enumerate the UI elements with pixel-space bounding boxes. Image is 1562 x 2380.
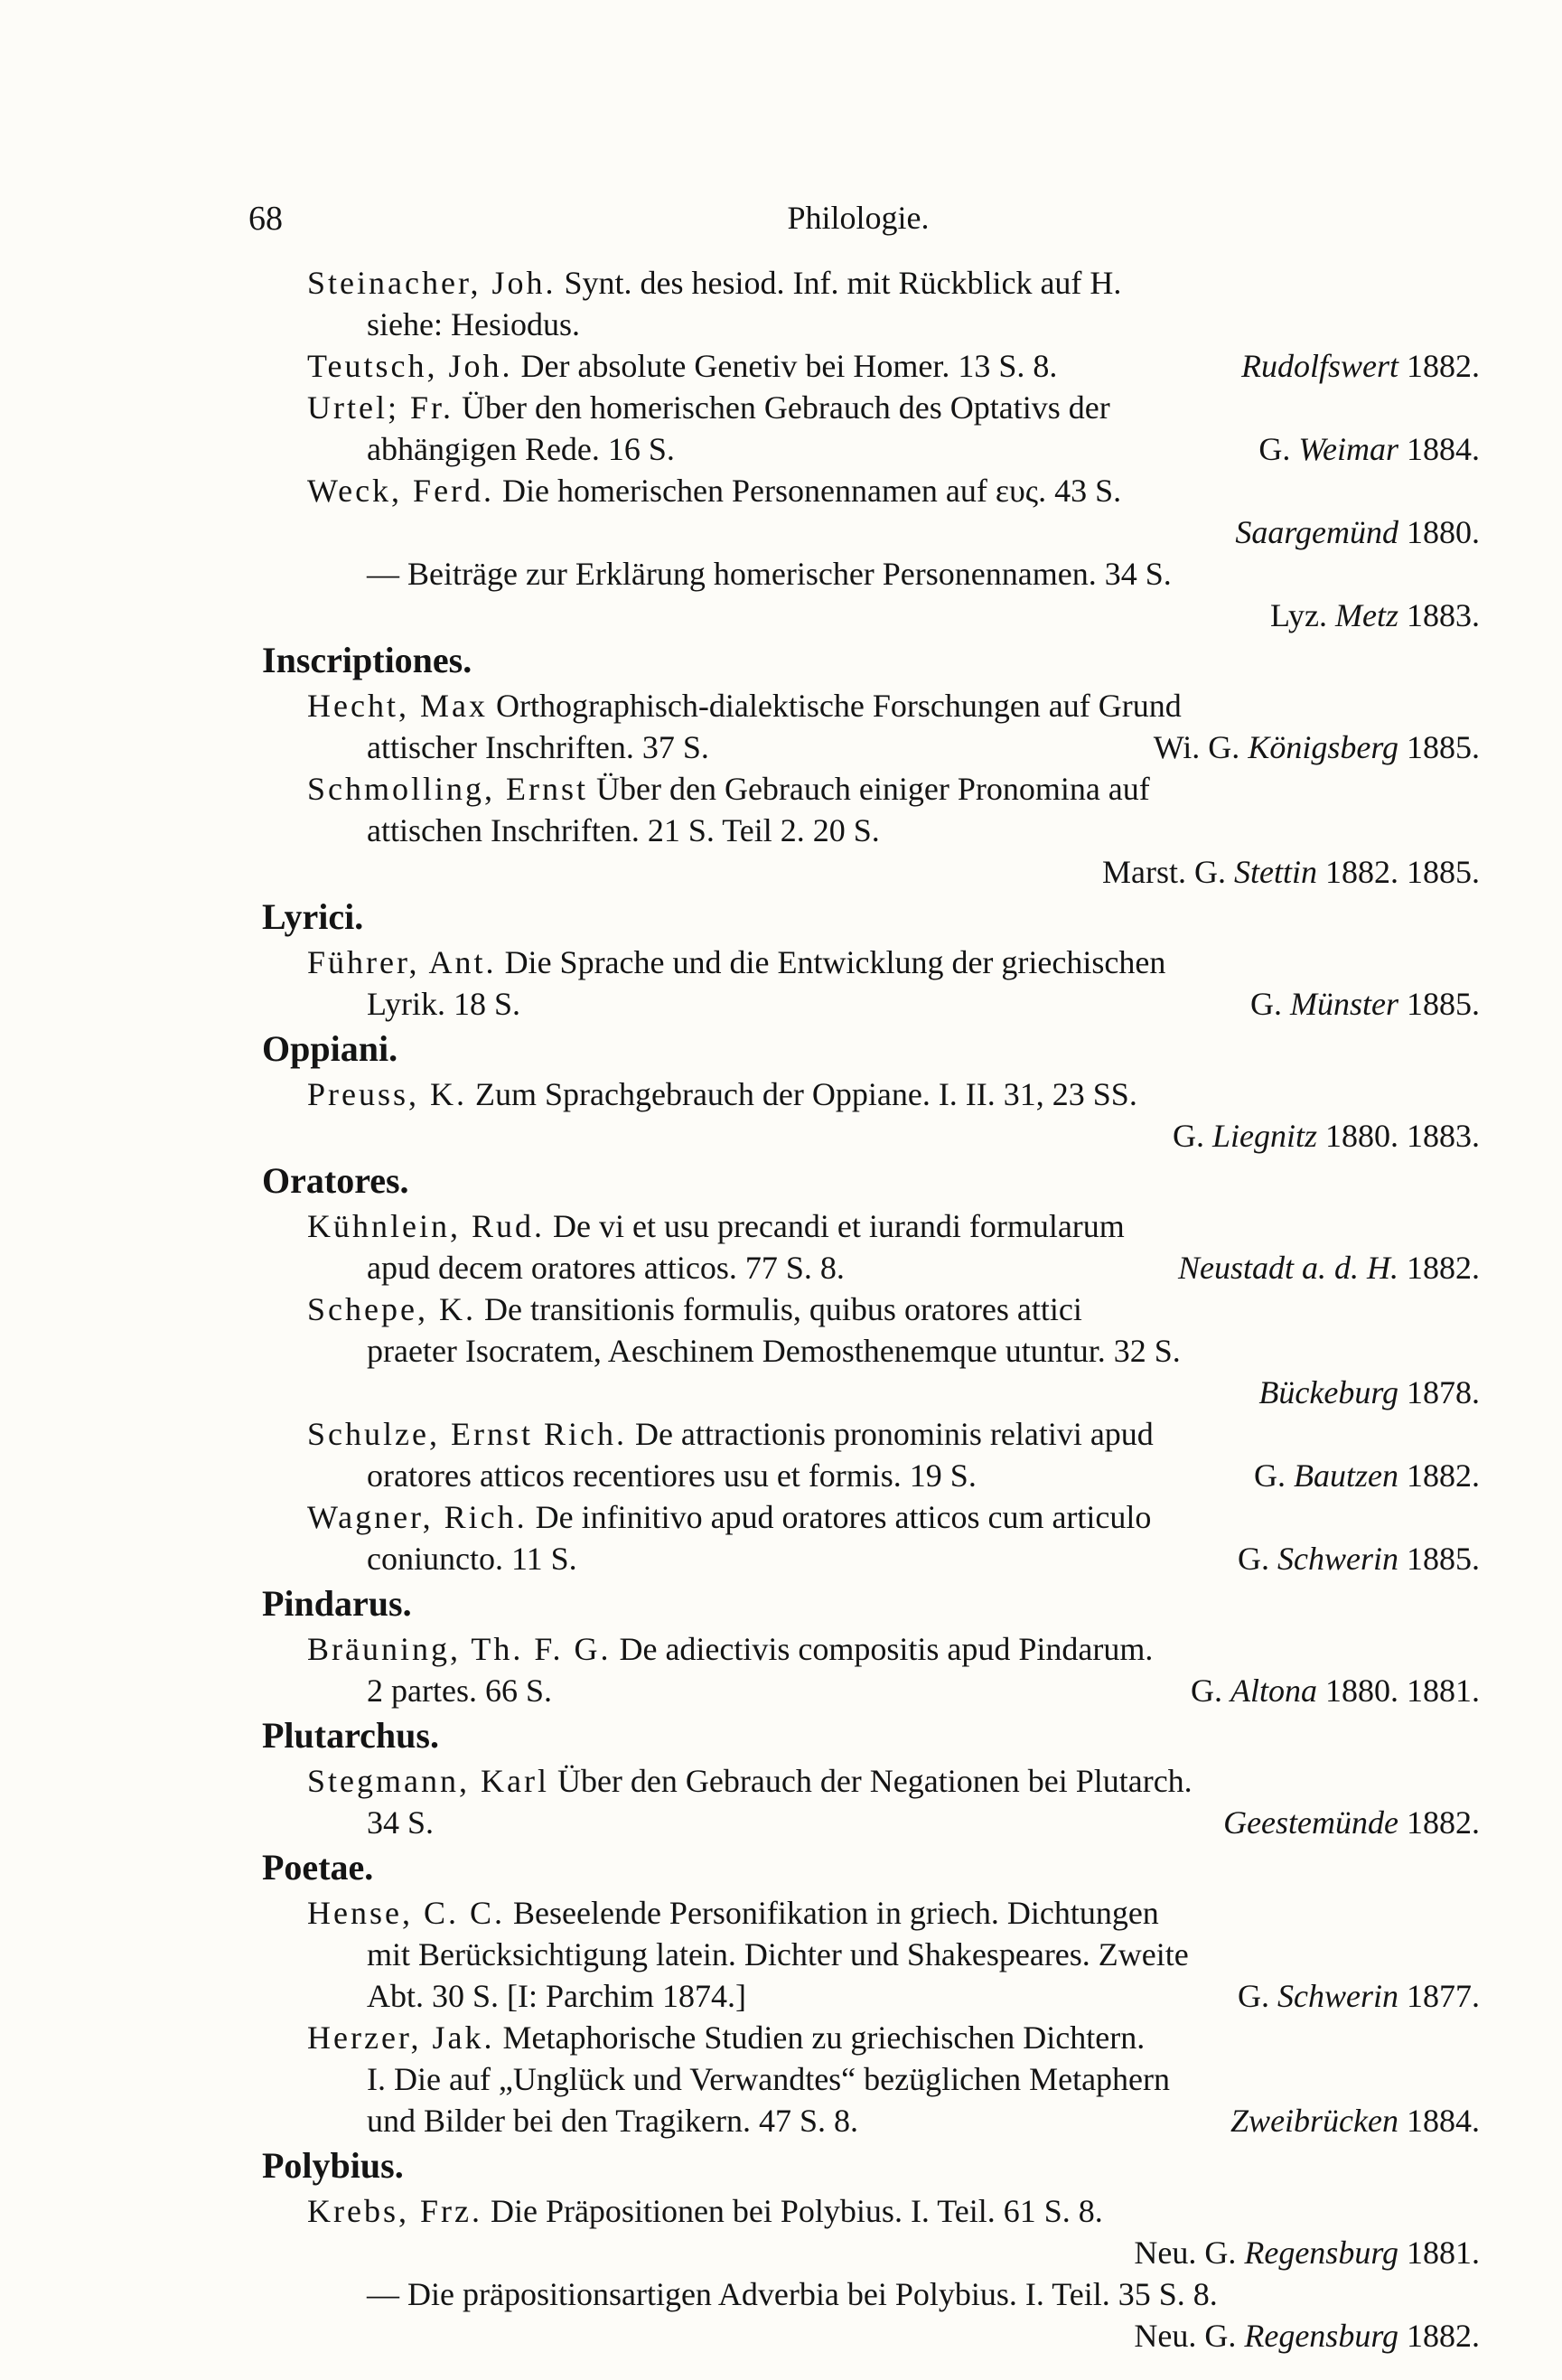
entry-line xyxy=(251,470,1480,511)
entry-publication xyxy=(1223,1802,1480,1843)
bibliography-section xyxy=(251,1579,1480,1711)
entry-place: Geestemünde xyxy=(1223,1804,1398,1841)
entry-place: Regensburg xyxy=(1244,2235,1398,2271)
entry-publication xyxy=(1238,1975,1480,2017)
bibliography-section xyxy=(251,1025,1480,1157)
entry-publication xyxy=(1254,1455,1480,1496)
section-heading: Plutarchus. xyxy=(262,1715,439,1756)
entry-year: 1880. 1883. xyxy=(1317,1118,1480,1154)
entry-title: siehe: Hesiodus. xyxy=(367,306,580,342)
entry-school: Wi. G. xyxy=(1153,729,1249,765)
entry-publication xyxy=(1258,1372,1480,1413)
entry-publication xyxy=(1154,726,1480,768)
entry-school: G. xyxy=(1172,1118,1212,1154)
entry-continuation xyxy=(251,428,1480,470)
entry-year: 1880. xyxy=(1398,514,1480,550)
entry-author: Steinacher, Joh. xyxy=(307,265,557,301)
entry-line xyxy=(251,1760,1480,1802)
entry-publication xyxy=(1173,1115,1480,1157)
entry-title: De vi et usu precandi et iurandi formularum xyxy=(545,1208,1125,1244)
section-heading: Poetae. xyxy=(262,1847,374,1888)
entry-line xyxy=(251,262,1480,304)
entry-title: De adiectivis compositis apud Pindarum. xyxy=(611,1631,1154,1667)
entry-continuation xyxy=(251,2315,1480,2357)
entry-year: 1885. xyxy=(1398,986,1480,1022)
entry-title: attischen Inschriften. 21 S. Teil 2. 20 S. xyxy=(367,812,880,848)
entry-title: 34 S. xyxy=(367,1804,435,1841)
entry-year: 1880. 1881. xyxy=(1317,1673,1480,1709)
entry-author: Hense, C. C. xyxy=(307,1895,505,1931)
entry-year: 1881. xyxy=(1398,2235,1480,2271)
entry-place: Weimar xyxy=(1298,431,1398,467)
entry-title: coniuncto. 11 S. xyxy=(367,1541,577,1577)
entry-school: G. xyxy=(1191,1673,1230,1709)
entry-title: Lyrik. 18 S. xyxy=(367,986,521,1022)
entry-continuation xyxy=(251,1975,1480,2017)
entry-place: Münster xyxy=(1290,986,1398,1022)
entry-continuation xyxy=(251,2232,1480,2273)
entry-publication xyxy=(1134,2232,1480,2273)
entry-line xyxy=(251,1892,1480,1934)
entry-place: Regensburg xyxy=(1244,2318,1398,2354)
entry-place: Bückeburg xyxy=(1258,1374,1398,1410)
entry-title: De transitionis formulis, quibus oratores attici xyxy=(475,1291,1082,1327)
section-heading: Pindarus. xyxy=(262,1583,412,1624)
bibliography-content xyxy=(251,262,1480,2357)
entry-title: De attractionis pronominis relativi apud xyxy=(626,1416,1154,1452)
entry-title: Zum Sprachgebrauch der Oppiane. I. II. 31, 23 SS. xyxy=(467,1076,1137,1112)
entry-line xyxy=(251,768,1480,810)
entry-publication xyxy=(1258,428,1480,470)
entry-publication xyxy=(1191,1670,1480,1711)
entry-title: Die homerischen Personennamen auf ευς. 43 S. xyxy=(494,473,1122,509)
entry-author: Krebs, Frz. xyxy=(307,2193,482,2229)
entry-publication xyxy=(1250,983,1480,1025)
entry-school: G. xyxy=(1254,1457,1295,1494)
entry-publication xyxy=(1241,345,1480,387)
entry-school: G. xyxy=(1258,431,1299,467)
entry-year: 1882. xyxy=(1398,1804,1480,1841)
entry-continuation xyxy=(251,810,1480,851)
entry-title: Der absolute Genetiv bei Homer. 13 S. 8. xyxy=(512,348,1058,384)
entry-line xyxy=(251,1496,1480,1538)
entry-school: G. xyxy=(1250,986,1290,1022)
entry-author: Urtel; Fr. xyxy=(307,389,454,426)
entry-place: Bautzen xyxy=(1294,1457,1398,1494)
entry-place: Liegnitz xyxy=(1211,1118,1317,1154)
entry-title: 2 partes. 66 S. xyxy=(367,1673,552,1709)
entry-continuation xyxy=(251,1372,1480,1413)
entry-author: Führer, Ant. xyxy=(307,944,497,980)
entry-school: Neu. G. xyxy=(1134,2318,1245,2354)
entry-place: Saargemünd xyxy=(1235,514,1398,550)
entry-title: mit Berücksichtigung latein. Dichter und Shakespeares. Zweite xyxy=(367,1936,1189,1972)
entry-continuation xyxy=(251,1934,1480,1975)
entry-place: Altona xyxy=(1230,1673,1317,1709)
entry-author: Schmolling, Ernst xyxy=(307,771,588,807)
entry-school: G. xyxy=(1238,1978,1278,2014)
entry-author: Herzer, Jak. xyxy=(307,2019,495,2056)
entry-year: 1885. xyxy=(1398,1541,1480,1577)
entry-place: Neustadt a. d. H. xyxy=(1177,1250,1398,1286)
entry-author: Preuss, K. xyxy=(307,1076,468,1112)
bibliography-section xyxy=(251,1843,1480,2141)
entry-title: Synt. des hesiod. Inf. mit Rückblick auf H. xyxy=(556,265,1122,301)
entry-year: 1884. xyxy=(1398,2103,1480,2139)
entry-line xyxy=(251,1413,1480,1455)
entry-continuation xyxy=(251,726,1480,768)
page-number: 68 xyxy=(248,200,283,238)
entry-publication xyxy=(1178,1247,1480,1288)
entry-school: Lyz. xyxy=(1270,597,1336,633)
entry-place: Königsberg xyxy=(1248,729,1398,765)
entry-continuation xyxy=(251,1538,1480,1579)
entry-title: Über den homerischen Gebrauch des Optativs der xyxy=(454,389,1110,426)
bibliography-section xyxy=(251,2141,1480,2357)
entry-continuation xyxy=(251,304,1480,345)
entry-line xyxy=(251,2017,1480,2058)
entry-title: Über den Gebrauch einiger Pronomina auf xyxy=(588,771,1150,807)
entry-year: 1882. xyxy=(1398,348,1480,384)
entry-line xyxy=(251,1205,1480,1247)
entry-title: Orthographisch-dialektische Forschungen auf Grund xyxy=(487,688,1182,724)
entry-title: abhängigen Rede. 16 S. xyxy=(367,431,675,467)
entry-author: Schepe, K. xyxy=(307,1291,476,1327)
entry-continuation xyxy=(251,1455,1480,1496)
entry-title: Über den Gebrauch der Negationen bei Plutarch. xyxy=(548,1763,1193,1799)
entry-title: Die Sprache und die Entwicklung der griechischen xyxy=(496,944,1166,980)
section-heading: Oratores. xyxy=(262,1160,409,1201)
bibliography-section xyxy=(251,1157,1480,1579)
entry-continuation xyxy=(251,1247,1480,1288)
entry-continuation xyxy=(251,553,1480,595)
entry-continuation xyxy=(251,2273,1480,2315)
entry-place: Metz xyxy=(1335,597,1398,633)
entry-continuation xyxy=(251,2100,1480,2141)
entry-title: Die Präpositionen bei Polybius. I. Teil. 61 S. 8. xyxy=(482,2193,1103,2229)
entry-year: 1877. xyxy=(1398,1978,1480,2014)
bibliography-section xyxy=(251,636,1480,893)
entry-author: Weck, Ferd. xyxy=(307,473,495,509)
entry-publication xyxy=(1238,1538,1480,1579)
page-header xyxy=(248,199,1468,253)
entry-line xyxy=(251,2190,1480,2232)
entry-year: 1882. xyxy=(1398,1457,1480,1494)
entry-title: und Bilder bei den Tragikern. 47 S. 8. xyxy=(367,2103,858,2139)
entry-author: Hecht, Max xyxy=(307,688,488,724)
entry-author: Kühnlein, Rud. xyxy=(307,1208,545,1244)
entry-line xyxy=(251,1628,1480,1670)
entry-title: De infinitivo apud oratores atticos cum articulo xyxy=(527,1499,1152,1535)
section-heading: Inscriptiones. xyxy=(262,640,472,680)
entry-continuation xyxy=(251,1115,1480,1157)
entry-publication xyxy=(1235,511,1480,553)
entry-line xyxy=(251,685,1480,726)
entry-place: Schwerin xyxy=(1277,1541,1398,1577)
entry-school: Neu. G. xyxy=(1134,2235,1245,2271)
entry-block xyxy=(251,262,1480,636)
entry-place: Schwerin xyxy=(1277,1978,1398,2014)
entry-publication xyxy=(1102,851,1480,893)
entry-title: Beseelende Personifikation in griech. Dichtungen xyxy=(505,1895,1159,1931)
entry-school: Marst. G. xyxy=(1102,854,1234,890)
entry-continuation xyxy=(251,851,1480,893)
entry-place: Rudolfswert xyxy=(1240,348,1398,384)
entry-continuation xyxy=(251,595,1480,636)
section-heading: Polybius. xyxy=(262,2145,404,2186)
entry-continuation xyxy=(251,1330,1480,1372)
entry-continuation xyxy=(251,1670,1480,1711)
entry-continuation xyxy=(251,2058,1480,2100)
entry-continuation xyxy=(251,983,1480,1025)
entry-author: Teutsch, Joh. xyxy=(307,348,513,384)
bibliography-section xyxy=(251,893,1480,1025)
entry-continuation xyxy=(251,1802,1480,1843)
section-heading: Lyrici. xyxy=(262,896,364,937)
entry-title: Abt. 30 S. [I: Parchim 1874.] xyxy=(367,1978,746,2014)
entry-title: praeter Isocratem, Aeschinem Demosthenemque utuntur. 32 S. xyxy=(367,1333,1181,1369)
entry-title: apud decem oratores atticos. 77 S. 8. xyxy=(367,1250,845,1286)
entry-title: I. Die auf „Unglück und Verwandtes“ bezüglichen Metaphern xyxy=(367,2061,1171,2097)
entry-publication xyxy=(1270,595,1480,636)
entry-author: Wagner, Rich. xyxy=(307,1499,528,1535)
entry-author: Schulze, Ernst Rich. xyxy=(307,1416,627,1452)
section-heading: Oppiani. xyxy=(262,1028,398,1069)
entry-title: — Beiträge zur Erklärung homerischer Personennamen. 34 S. xyxy=(367,556,1172,592)
entry-year: 1882. xyxy=(1398,1250,1480,1286)
entry-author: Bräuning, Th. F. G. xyxy=(307,1631,612,1667)
entry-line xyxy=(251,1073,1480,1115)
entry-year: 1884. xyxy=(1398,431,1480,467)
entry-year: 1885. xyxy=(1398,729,1480,765)
entry-place: Zweibrücken xyxy=(1230,2103,1398,2139)
entry-title: — Die präpositionsartigen Adverbia bei Polybius. I. Teil. 35 S. 8. xyxy=(367,2276,1218,2312)
entry-title: oratores atticos recentiores usu et formis. 19 S. xyxy=(367,1457,977,1494)
bibliography-section xyxy=(251,1711,1480,1843)
entry-author: Stegmann, Karl xyxy=(307,1763,549,1799)
entry-line xyxy=(251,387,1480,428)
entry-year: 1883. xyxy=(1398,597,1480,633)
entry-publication xyxy=(1134,2315,1480,2357)
entry-place: Stettin xyxy=(1234,854,1317,890)
entry-year: 1878. xyxy=(1398,1374,1480,1410)
entry-continuation xyxy=(251,511,1480,553)
entry-year: 1882. 1885. xyxy=(1317,854,1480,890)
entry-school: G. xyxy=(1238,1541,1278,1577)
entry-year: 1882. xyxy=(1398,2318,1480,2354)
entry-line xyxy=(251,942,1480,983)
entry-line xyxy=(251,345,1480,387)
entry-title: Metaphorische Studien zu griechischen Dichtern. xyxy=(494,2019,1146,2056)
entry-line xyxy=(251,1288,1480,1330)
running-head: Philologie. xyxy=(787,200,930,236)
sections-container xyxy=(251,636,1480,2357)
entry-title: attischer Inschriften. 37 S. xyxy=(367,729,709,765)
entry-publication xyxy=(1230,2100,1480,2141)
